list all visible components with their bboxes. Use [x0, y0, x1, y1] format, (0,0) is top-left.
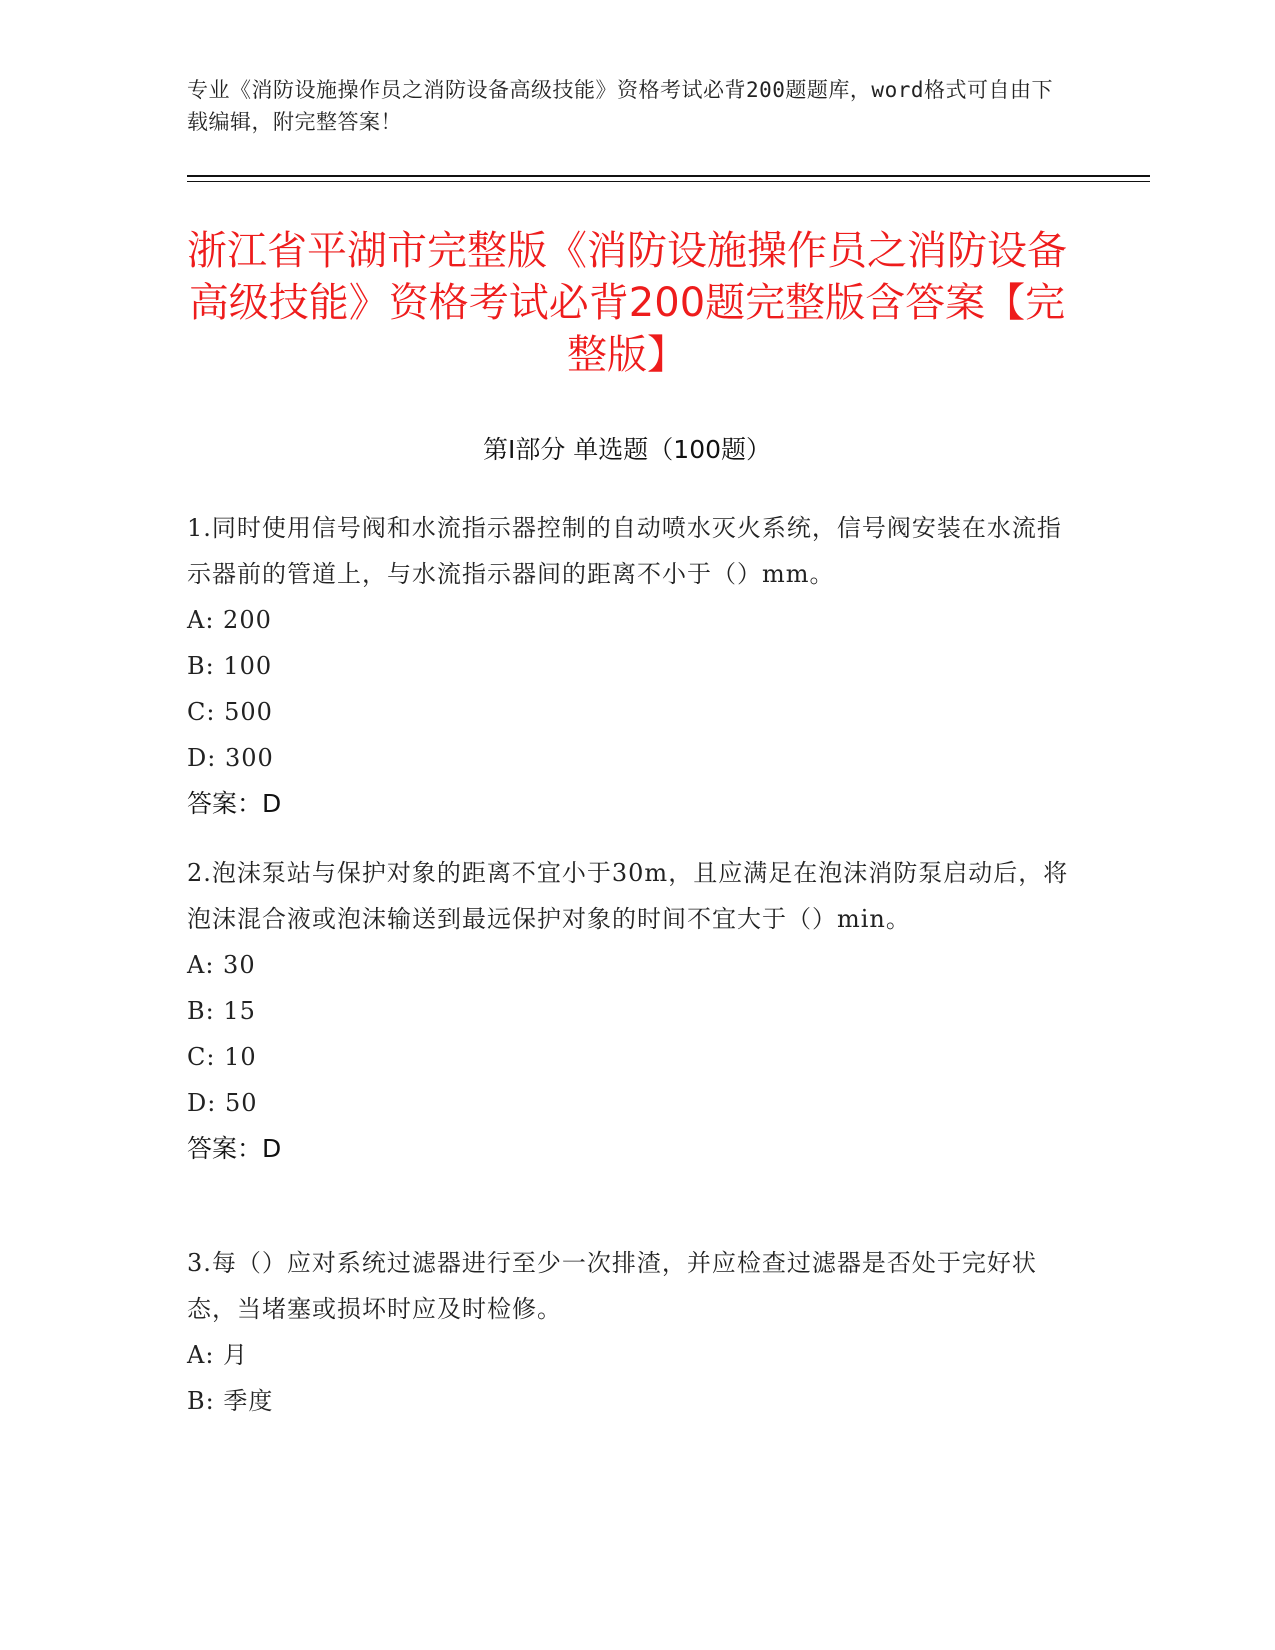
question-3: [187, 1240, 1077, 1424]
option-a: A: 200: [187, 606, 272, 634]
option-b: B: 100: [187, 652, 273, 680]
question-2: [187, 850, 1077, 1172]
question-stem: 1.同时使用信号阀和水流指示器控制的自动喷水灭火系统，信号阀安装在水流指示器前的管道上，与水流指示器间的距离不小于（）mm。: [187, 514, 1062, 588]
question-stem: 3.每（）应对系统过滤器进行至少一次排渣，并应检查过滤器是否处于完好状态，当堵塞或损坏时应及时检修。: [187, 1249, 1037, 1323]
header-rule-thin: [187, 181, 1150, 182]
option-d: D: 50: [187, 1089, 258, 1117]
question-stem: 2.泡沫泵站与保护对象的距离不宜小于30m，且应满足在泡沫消防泵启动后，将泡沫混合液或泡沫输送到最远保护对象的时间不宜大于（）min。: [187, 859, 1069, 933]
question-1: [187, 505, 1077, 827]
answer: 答案：D: [187, 789, 282, 818]
option-b: B: 15: [187, 997, 256, 1025]
option-b: B: 季度: [187, 1387, 274, 1415]
header-rule-thick: [187, 175, 1150, 177]
section-heading: 第I部分 单选题（100题）: [482, 435, 772, 464]
option-d: D: 300: [187, 744, 274, 772]
option-c: C: 10: [187, 1043, 257, 1071]
document-title: 浙江省平湖市完整版《消防设施操作员之消防设备高级技能》资格考试必背200题完整版含答案【完整版】: [187, 228, 1067, 378]
answer: 答案：D: [187, 1134, 282, 1163]
option-a: A: 30: [187, 951, 256, 979]
option-c: C: 500: [187, 698, 273, 726]
header-note: 专业《消防设施操作员之消防设备高级技能》资格考试必背200题题库，word格式可自由下载编辑，附完整答案！: [187, 78, 1053, 134]
option-a: A: 月: [187, 1341, 249, 1369]
